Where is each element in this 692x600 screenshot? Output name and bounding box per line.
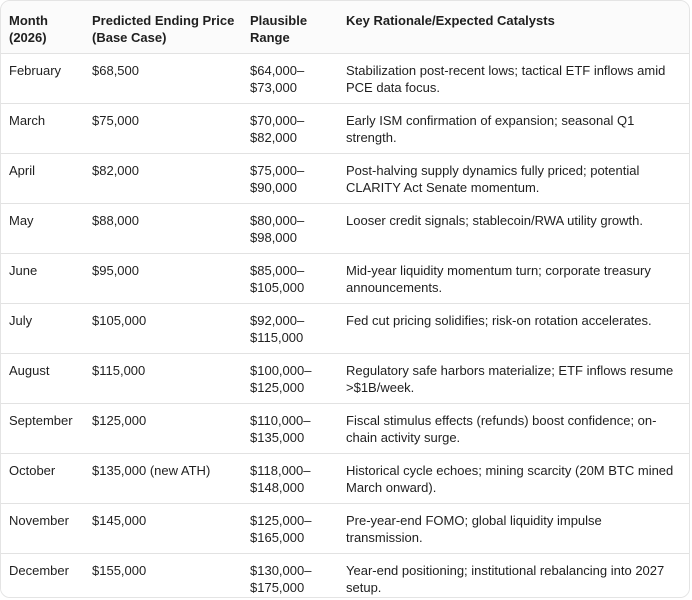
cell-month-text: July <box>9 313 33 328</box>
cell-range <box>242 404 337 454</box>
cell-range <box>242 354 337 404</box>
cell-range-text: $118,000– <box>250 463 311 478</box>
cell-rationale <box>337 104 689 154</box>
cell-range-text: $135,000 <box>250 430 305 445</box>
cell-range-text: $85,000– <box>250 263 305 278</box>
table-body <box>1 54 689 599</box>
cell-price <box>84 354 242 404</box>
cell-month <box>1 254 84 304</box>
cell-month <box>1 454 84 504</box>
header-month <box>1 1 84 54</box>
cell-range-text: $165,000 <box>250 530 305 545</box>
cell-range-text: $148,000 <box>250 480 305 495</box>
cell-rationale-text: chain activity surge. <box>346 430 461 445</box>
cell-range-text: $70,000– <box>250 113 305 128</box>
header-range-line: Range <box>250 30 290 45</box>
forecast-table <box>1 1 689 598</box>
header-price-line: (Base Case) <box>92 30 167 45</box>
header-price <box>84 1 242 54</box>
cell-range <box>242 54 337 104</box>
cell-price-text: $88,000 <box>92 213 139 228</box>
cell-price-text: $105,000 <box>92 313 147 328</box>
cell-month-text: April <box>9 163 36 178</box>
cell-price-text: $145,000 <box>92 513 147 528</box>
cell-month <box>1 304 84 354</box>
cell-price-text: $135,000 (new ATH) <box>92 463 211 478</box>
cell-rationale <box>337 204 689 254</box>
table-row <box>1 204 689 254</box>
cell-month-text: March <box>9 113 46 128</box>
cell-price-text: $68,500 <box>92 63 139 78</box>
cell-price-text: $155,000 <box>92 563 147 578</box>
cell-month <box>1 404 84 454</box>
cell-rationale-text: Year-end positioning; institutional rebalancing into 2027 <box>346 563 665 578</box>
cell-range-text: $90,000 <box>250 180 297 195</box>
table-row <box>1 404 689 454</box>
cell-price <box>84 454 242 504</box>
header-price-line: Predicted Ending Price <box>92 13 235 28</box>
table-header-row <box>1 1 689 54</box>
cell-month-text: June <box>9 263 38 278</box>
cell-month-text: August <box>9 363 50 378</box>
cell-range-text: $100,000– <box>250 363 312 378</box>
cell-month-text: May <box>9 213 34 228</box>
cell-rationale-text: Regulatory safe harbors materialize; ETF inflows resume <box>346 363 674 378</box>
cell-price-text: $125,000 <box>92 413 147 428</box>
cell-rationale <box>337 454 689 504</box>
table-row <box>1 154 689 204</box>
cell-price <box>84 204 242 254</box>
cell-range-text: $115,000 <box>250 330 304 345</box>
cell-range-text: $110,000– <box>250 413 311 428</box>
cell-month <box>1 354 84 404</box>
cell-rationale-text: >$1B/week. <box>346 380 415 395</box>
cell-range <box>242 304 337 354</box>
table-row <box>1 454 689 504</box>
cell-range <box>242 104 337 154</box>
header-month-line: Month <box>9 13 48 28</box>
table-row <box>1 104 689 154</box>
cell-rationale-text: Early ISM confirmation of expansion; seasonal Q1 <box>346 113 635 128</box>
cell-rationale-text: Fed cut pricing solidifies; risk-on rotation accelerates. <box>346 313 652 328</box>
cell-price <box>84 504 242 554</box>
cell-month <box>1 504 84 554</box>
header-rationale <box>337 1 689 54</box>
cell-price-text: $115,000 <box>92 363 146 378</box>
cell-rationale <box>337 254 689 304</box>
cell-price-text: $95,000 <box>92 263 139 278</box>
header-range-line: Plausible <box>250 13 308 28</box>
cell-month-text: December <box>9 563 69 578</box>
cell-rationale <box>337 404 689 454</box>
cell-rationale-text: PCE data focus. <box>346 80 440 95</box>
cell-price <box>84 304 242 354</box>
cell-month-text: November <box>9 513 69 528</box>
cell-rationale-text: strength. <box>346 130 397 145</box>
cell-range <box>242 254 337 304</box>
cell-range <box>242 504 337 554</box>
cell-price <box>84 554 242 599</box>
cell-price-text: $75,000 <box>92 113 139 128</box>
cell-rationale <box>337 54 689 104</box>
table-row <box>1 304 689 354</box>
cell-rationale-text: announcements. <box>346 280 443 295</box>
cell-range-text: $82,000 <box>250 130 297 145</box>
cell-range <box>242 554 337 599</box>
cell-month <box>1 554 84 599</box>
cell-rationale-text: Post-halving supply dynamics fully priced; potential <box>346 163 640 178</box>
cell-range-text: $125,000– <box>250 513 312 528</box>
cell-rationale-text: Pre-year-end FOMO; global liquidity impulse <box>346 513 602 528</box>
cell-range-text: $125,000 <box>250 380 305 395</box>
cell-range-text: $73,000 <box>250 80 297 95</box>
table-row <box>1 504 689 554</box>
cell-rationale <box>337 554 689 599</box>
cell-rationale <box>337 354 689 404</box>
cell-rationale <box>337 304 689 354</box>
cell-range-text: $98,000 <box>250 230 297 245</box>
cell-month <box>1 104 84 154</box>
cell-price <box>84 154 242 204</box>
cell-month-text: February <box>9 63 62 78</box>
cell-price <box>84 254 242 304</box>
header-range <box>242 1 337 54</box>
table-row <box>1 554 689 599</box>
cell-rationale-text: Historical cycle echoes; mining scarcity (20M BTC mined <box>346 463 674 478</box>
cell-month <box>1 54 84 104</box>
header-rationale-line: Key Rationale/Expected Catalysts <box>346 13 555 28</box>
cell-price <box>84 104 242 154</box>
cell-price <box>84 404 242 454</box>
header-month-line: (2026) <box>9 30 47 45</box>
cell-month <box>1 154 84 204</box>
cell-rationale-text: March onward). <box>346 480 437 495</box>
cell-range <box>242 454 337 504</box>
cell-range-text: $105,000 <box>250 280 305 295</box>
cell-rationale <box>337 504 689 554</box>
table-row <box>1 54 689 104</box>
cell-rationale <box>337 154 689 204</box>
cell-month-text: October <box>9 463 56 478</box>
cell-rationale-text: CLARITY Act Senate momentum. <box>346 180 540 195</box>
cell-range <box>242 204 337 254</box>
cell-rationale-text: transmission. <box>346 530 423 545</box>
cell-rationale-text: Fiscal stimulus effects (refunds) boost confidence; on- <box>346 413 657 428</box>
cell-price-text: $82,000 <box>92 163 139 178</box>
cell-rationale-text: setup. <box>346 580 382 595</box>
cell-range-text: $92,000– <box>250 313 305 328</box>
cell-range-text: $75,000– <box>250 163 305 178</box>
cell-rationale-text: Stabilization post-recent lows; tactical ETF inflows amid <box>346 63 666 78</box>
table-row <box>1 254 689 304</box>
table-row <box>1 354 689 404</box>
cell-rationale-text: Mid-year liquidity momentum turn; corporate treasury <box>346 263 651 278</box>
cell-range-text: $130,000– <box>250 563 312 578</box>
cell-rationale-text: Looser credit signals; stablecoin/RWA utility growth. <box>346 213 643 228</box>
cell-price <box>84 54 242 104</box>
cell-month <box>1 204 84 254</box>
cell-month-text: September <box>9 413 73 428</box>
cell-range-text: $175,000 <box>250 580 305 595</box>
cell-range-text: $80,000– <box>250 213 305 228</box>
cell-range-text: $64,000– <box>250 63 305 78</box>
cell-range <box>242 154 337 204</box>
